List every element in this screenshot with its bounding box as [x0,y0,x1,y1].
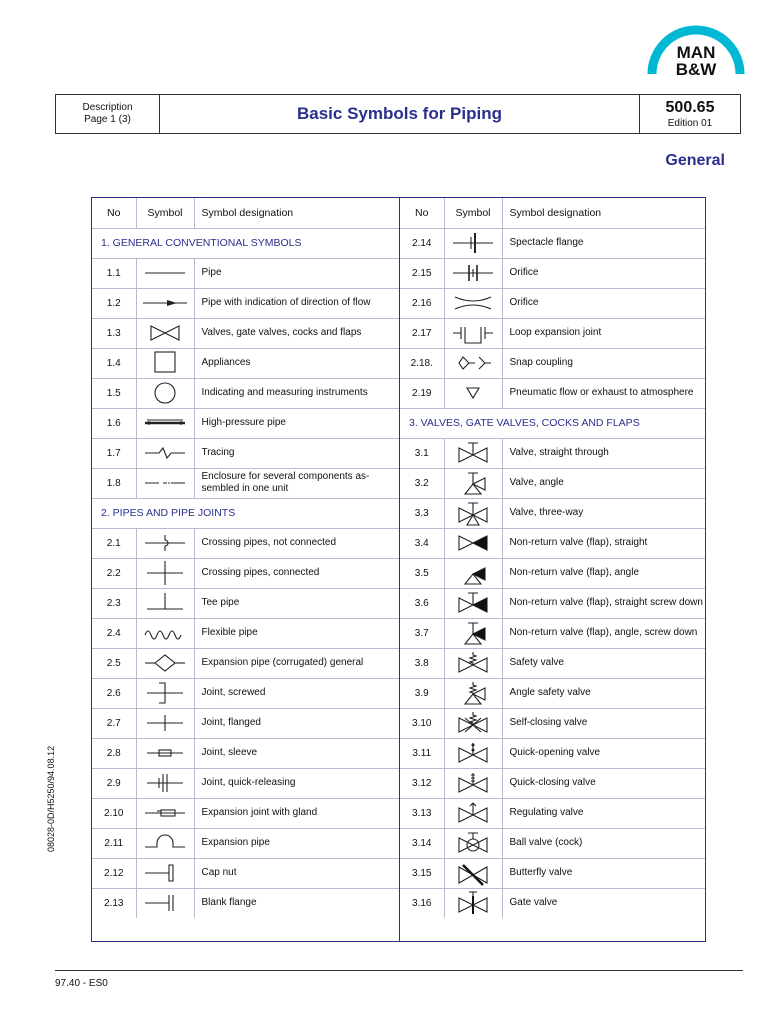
crossing-connected-icon [136,558,194,588]
table-row [400,468,705,498]
symbol-number: 3.14 [400,828,444,858]
symbol-number: 2.14 [400,228,444,258]
symbol-number: 1.7 [92,438,136,468]
loop-expansion-joint-icon [444,318,502,348]
symbol-number: 3.9 [400,678,444,708]
table-row [400,258,705,288]
symbol-designation: Ball valve (cock) [502,828,705,858]
symbol-number: 2.11 [92,828,136,858]
symbol-number: 2.7 [92,708,136,738]
symbol-number: 2.10 [92,798,136,828]
symbol-designation: Enclosure for several components as-sembled in one unit [194,468,399,498]
joint-sleeve-icon [136,738,194,768]
symbol-number: 1.1 [92,258,136,288]
left-column [92,198,400,941]
expansion-pipe-icon [136,828,194,858]
symbol-number: 1.5 [92,378,136,408]
table-row [400,348,705,378]
symbols-table [91,197,706,942]
valve-icon [136,318,194,348]
symbol-number: 1.4 [92,348,136,378]
symbol-number: 3.5 [400,558,444,588]
table-row [92,258,399,288]
table-row [400,678,705,708]
table-row [92,798,399,828]
symbol-designation: Non-return valve (flap), straight screw down [502,588,705,618]
symbol-number: 2.5 [92,648,136,678]
non-return-angle-icon [444,558,502,588]
symbol-designation: Expansion pipe [194,828,399,858]
flow-direction-icon [136,288,194,318]
symbol-designation: Tee pipe [194,588,399,618]
symbol-designation: Cap nut [194,858,399,888]
table-row [400,288,705,318]
symbol-number: 3.13 [400,798,444,828]
symbol-number: 3.4 [400,528,444,558]
symbol-designation: Quick-opening valve [502,738,705,768]
joint-quick-releasing-icon [136,768,194,798]
symbol-number: 1.8 [92,468,136,498]
symbol-designation: Joint, screwed [194,678,399,708]
symbol-number: 3.6 [400,588,444,618]
orifice-venturi-icon [444,288,502,318]
symbol-number: 2.16 [400,288,444,318]
symbol-designation: Loop expansion joint [502,318,705,348]
table-row [92,858,399,888]
col-header-no: No [400,198,444,228]
section-group-label: 2. PIPES AND PIPE JOINTS [92,498,399,528]
table-row [400,648,705,678]
symbol-designation: Butterfly valve [502,858,705,888]
symbol-number: 2.17 [400,318,444,348]
quick-opening-valve-icon [444,738,502,768]
gate-valve-icon [444,888,502,918]
valve-angle-icon [444,468,502,498]
symbol-designation: Orifice [502,288,705,318]
table-row [400,228,705,258]
enclosure-icon [136,468,194,498]
symbol-designation: Joint, flanged [194,708,399,738]
blank-flange-icon [136,888,194,918]
angle-safety-valve-icon [444,678,502,708]
symbol-number: 2.19 [400,378,444,408]
table-row [400,888,705,918]
table-row [92,768,399,798]
symbol-designation: Gate valve [509,897,558,909]
symbol-number: 2.12 [92,858,136,888]
symbol-designation: Crossing pipes, connected [194,558,399,588]
regulating-valve-icon [444,798,502,828]
man-bw-logo [644,22,748,78]
symbol-number: 3.3 [400,498,444,528]
table-row [92,558,399,588]
pipe-icon [136,258,194,288]
symbol-number: 3.8 [400,648,444,678]
appliance-icon [136,348,194,378]
description-box [56,95,160,133]
symbol-number: 3.10 [400,708,444,738]
document-title: Basic Symbols for Piping [297,104,502,123]
ball-valve-icon [444,828,502,858]
table-header-row [400,198,705,228]
quick-closing-valve-icon [444,768,502,798]
section-group-row [400,408,705,438]
table-row [400,798,705,828]
col-header-symbol: Symbol [136,198,194,228]
high-pressure-pipe-icon [136,408,194,438]
symbol-number: 3.12 [400,768,444,798]
section-group-label: 1. GENERAL CONVENTIONAL SYMBOLS [92,228,399,258]
expansion-pipe-corrugated-icon [136,648,194,678]
table-row [400,438,705,468]
svg-text:B&W: B&W [675,60,717,78]
symbol-designation: Orifice [502,258,705,288]
document-header [55,94,741,134]
snap-coupling-icon [444,348,502,378]
symbol-designation: Regulating valve [502,798,705,828]
table-row [400,558,705,588]
table-row [400,708,705,738]
butterfly-valve-icon [444,858,502,888]
symbol-designation: Joint, sleeve [194,738,399,768]
table-row [92,618,399,648]
crossing-not-connected-icon [136,528,194,558]
symbol-designation: Indicating and measuring instruments [194,378,399,408]
table-row [400,768,705,798]
table-row [92,678,399,708]
non-return-angle-screw-down-icon [444,618,502,648]
symbol-designation: Quick-closing valve [502,768,705,798]
tee-pipe-icon [136,588,194,618]
page-number: Page 1 (3) [84,114,131,125]
exhaust-icon [444,378,502,408]
right-column [400,198,705,941]
symbol-designation: Expansion pipe (corrugated) general [194,648,399,678]
expansion-joint-gland-icon [136,798,194,828]
symbol-number: 3.7 [400,618,444,648]
section-group-row [92,498,399,528]
orifice-icon [444,258,502,288]
document-id-vertical: 08028-0D/H5250/94.08.12 [46,745,56,852]
table-row [92,408,399,438]
flexible-pipe-icon [136,618,194,648]
table-row [400,588,705,618]
symbol-designation: Non-return valve (flap), angle, screw down [502,618,705,648]
symbol-number: 2.4 [92,618,136,648]
table-row [92,888,399,918]
symbol-designation: Pneumatic flow or exhaust to atmosphere [502,378,705,408]
joint-flanged-icon [136,708,194,738]
symbol-designation: Angle safety valve [502,678,705,708]
symbol-designation: Blank flange [201,897,257,909]
footer-text: 97.40 - ES0 [55,978,108,989]
symbol-number: 3.1 [400,438,444,468]
symbol-number: 2.8 [92,738,136,768]
table-row [400,738,705,768]
symbol-designation: Non-return valve (flap), straight [502,528,705,558]
symbol-number: 3.15 [400,858,444,888]
footer-rule [55,970,743,971]
symbol-number: 1.6 [92,408,136,438]
table-row [92,348,399,378]
col-header-no: No [92,198,136,228]
table-header-row [92,198,399,228]
table-row [92,708,399,738]
symbol-number: 2.3 [92,588,136,618]
symbol-number: 2.6 [92,678,136,708]
symbol-designation: Flexible pipe [194,618,399,648]
symbol-designation: Pipe [194,258,399,288]
tracing-icon [136,438,194,468]
non-return-straight-icon [444,528,502,558]
table-row [400,528,705,558]
table-row [400,858,705,888]
instrument-icon [136,378,194,408]
table-row [92,468,399,498]
table-row [92,438,399,468]
symbol-designation: Spectacle flange [502,228,705,258]
table-row [92,588,399,618]
symbol-number: 2.2 [92,558,136,588]
symbol-number: 3.16 [400,888,444,918]
table-row [92,648,399,678]
col-header-designation: Symbol designation [502,198,705,228]
table-row [400,618,705,648]
table-row [92,378,399,408]
symbol-designation: Joint, quick-releasing [194,768,399,798]
table-row [92,828,399,858]
self-closing-valve-icon [444,708,502,738]
table-row [92,738,399,768]
col-header-symbol: Symbol [444,198,502,228]
symbol-designation: Crossing pipes, not connected [194,528,399,558]
symbol-number: 3.2 [400,468,444,498]
symbol-designation: Non-return valve (flap), angle [502,558,705,588]
section-group-row [92,228,399,258]
symbol-designation: Valve, straight through [502,438,705,468]
symbol-designation: Valve, three-way [502,498,705,528]
valve-straight-icon [444,438,502,468]
cap-nut-icon [136,858,194,888]
symbol-number: 2.15 [400,258,444,288]
joint-screwed-icon [136,678,194,708]
table-row [92,318,399,348]
symbol-designation: Self-closing valve [502,708,705,738]
table-row [400,498,705,528]
table-row [92,288,399,318]
symbol-designation: Expansion joint with gland [194,798,399,828]
symbol-number: 2.9 [92,768,136,798]
description-label: Description [82,102,133,113]
symbol-number: 1.2 [92,288,136,318]
spectacle-flange-icon [444,228,502,258]
safety-valve-icon [444,648,502,678]
symbol-designation: Safety valve [502,648,705,678]
symbol-number: 1.3 [92,318,136,348]
symbol-designation: Snap coupling [502,348,705,378]
document-number-box [639,95,740,133]
symbol-number: 3.11 [400,738,444,768]
symbol-designation: Pipe with indication of direction of flow [194,288,399,318]
table-row [400,378,705,408]
symbol-number: 2.1 [92,528,136,558]
symbol-designation: Valves, gate valves, cocks and flaps [194,318,399,348]
section-title: General [665,152,725,169]
svg-text:MAN: MAN [676,43,716,62]
non-return-screw-down-icon [444,588,502,618]
section-group-label: 3. VALVES, GATE VALVES, COCKS AND FLAPS [400,408,705,438]
symbol-designation: Valve, angle [502,468,705,498]
edition-label: Edition 01 [667,117,713,129]
col-header-designation: Symbol designation [194,198,399,228]
table-row [400,828,705,858]
table-row [400,318,705,348]
table-row [92,528,399,558]
symbol-number: 2.13 [92,888,136,918]
symbol-designation: Appliances [194,348,399,378]
valve-three-way-icon [444,498,502,528]
symbol-designation: Tracing [194,438,399,468]
symbol-designation: High-pressure pipe [194,408,399,438]
document-number: 500.65 [665,98,715,116]
symbol-number: 2.18. [400,348,444,378]
